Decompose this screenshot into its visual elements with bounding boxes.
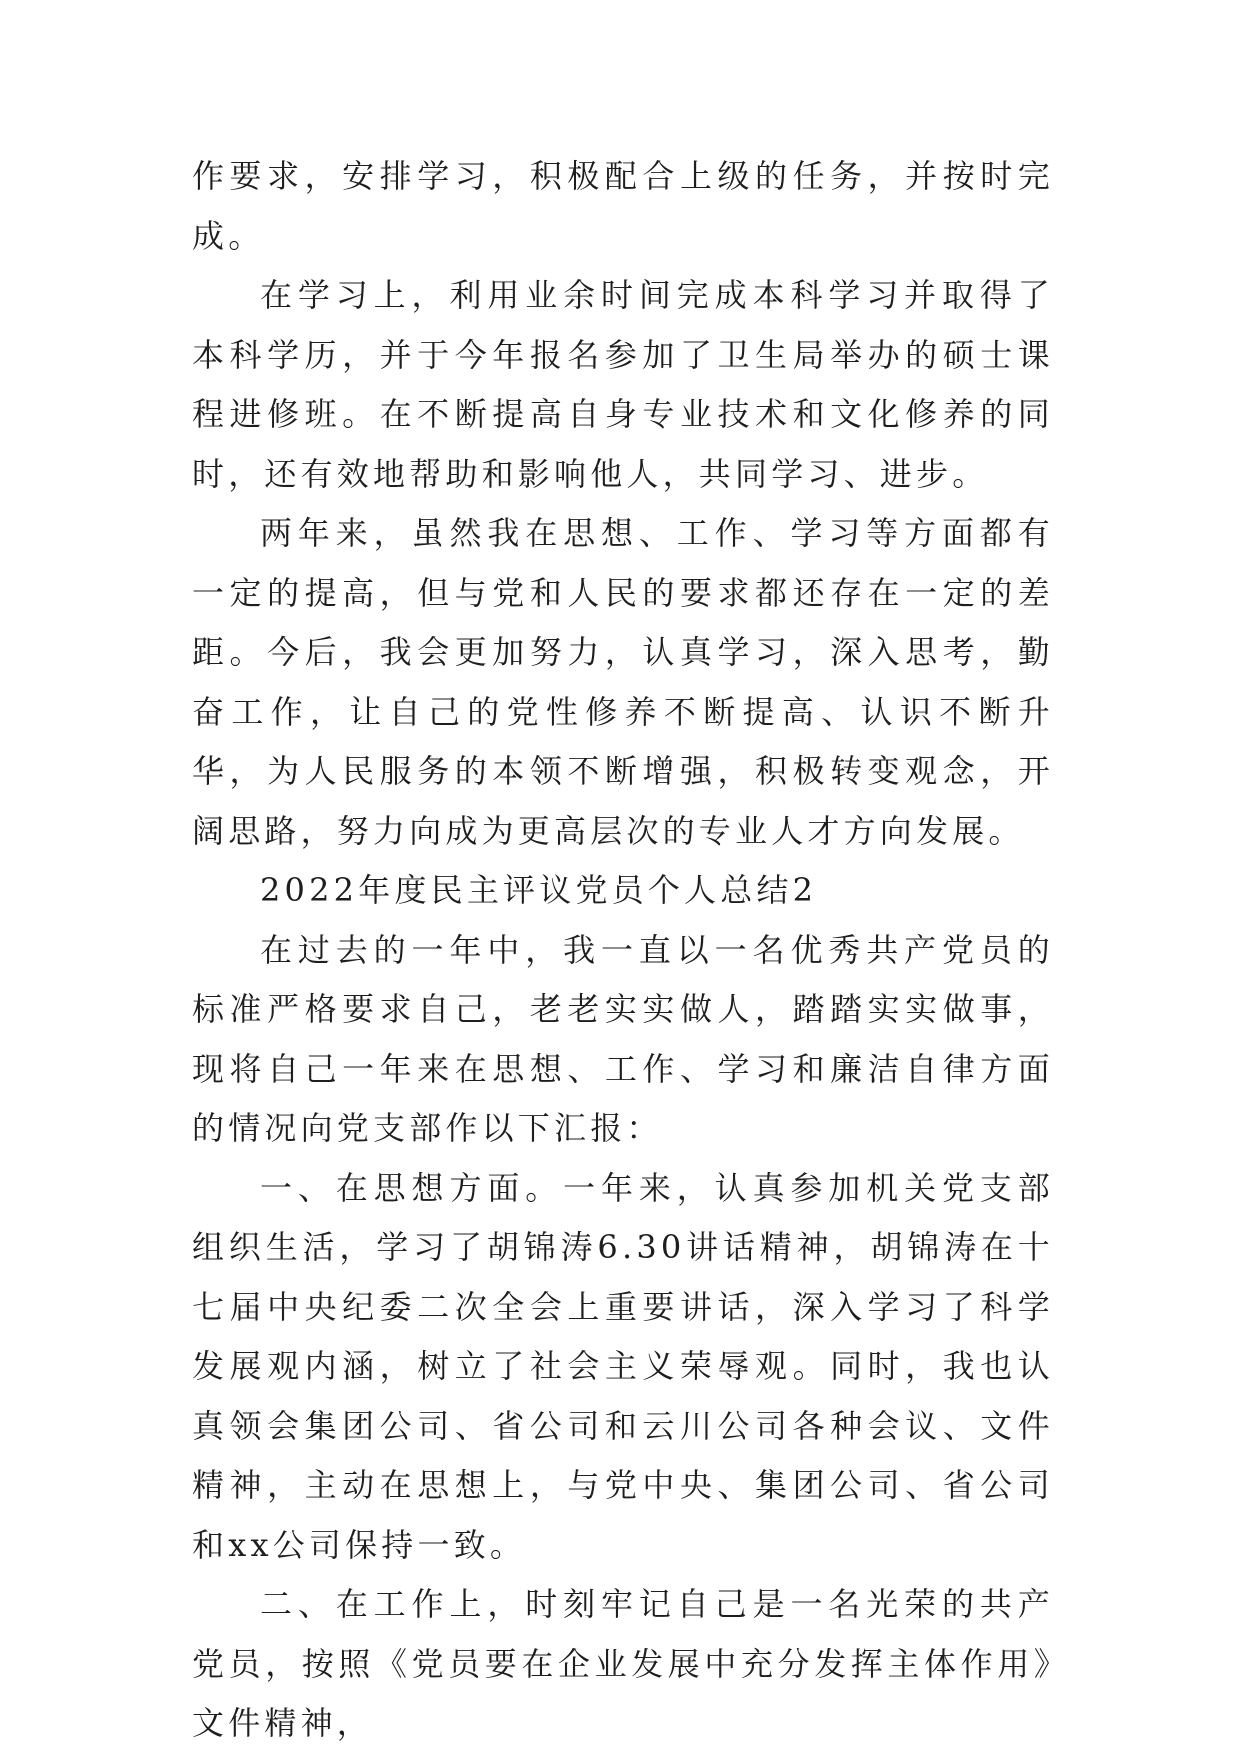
document-body (192, 147, 1054, 1754)
paragraph-continuation: 作要求，安排学习，积极配合上级的任务，并按时完成。 (192, 157, 1054, 255)
paragraph-work: 二、在工作上，时刻牢记自己是一名光荣的共产党员，按照《党员要在企业发展中充分发挥主体作用》文件精神， (192, 1585, 1054, 1742)
paragraph-intro: 在过去的一年中，我一直以一名优秀共产党员的标准严格要求自己，老老实实做人，踏踏实实做事，现将自己一年来在思想、工作、学习和廉洁自律方面的情况向党支部作以下汇报： (192, 930, 1054, 1147)
paragraph-thought: 一、在思想方面。一年来，认真参加机关党支部组织生活，学习了胡锦涛6.30讲话精神，胡锦涛在十七届中央纪委二次全会上重要讲话，深入学习了科学发展观内涵，树立了社会主义荣辱观。同时，我也认真领会集团公司、省公司和云川公司各种会议、文件精神，主动在思想上，与党中央、集团公司、省公司和xx公司保持一致。 (192, 1168, 1054, 1564)
paragraph-study: 在学习上，利用业余时间完成本科学习并取得了本科学历，并于今年报名参加了卫生局举办的硕士课程进修班。在不断提高自身专业技术和文化修养的同时，还有效地帮助和影响他人，共同学习、进步。 (192, 276, 1054, 493)
section-heading: 2022年度民主评议党员个人总结2 (260, 871, 818, 909)
paragraph-two-years: 两年来，虽然我在思想、工作、学习等方面都有一定的提高，但与党和人民的要求都还存在一定的差距。今后，我会更加努力，认真学习，深入思考，勤奋工作，让自己的党性修养不断提高、认识不断升华，为人民服务的本领不断增强，积极转变观念，开阔思路，努力向成为更高层次的专业人才方向发展。 (192, 514, 1054, 850)
